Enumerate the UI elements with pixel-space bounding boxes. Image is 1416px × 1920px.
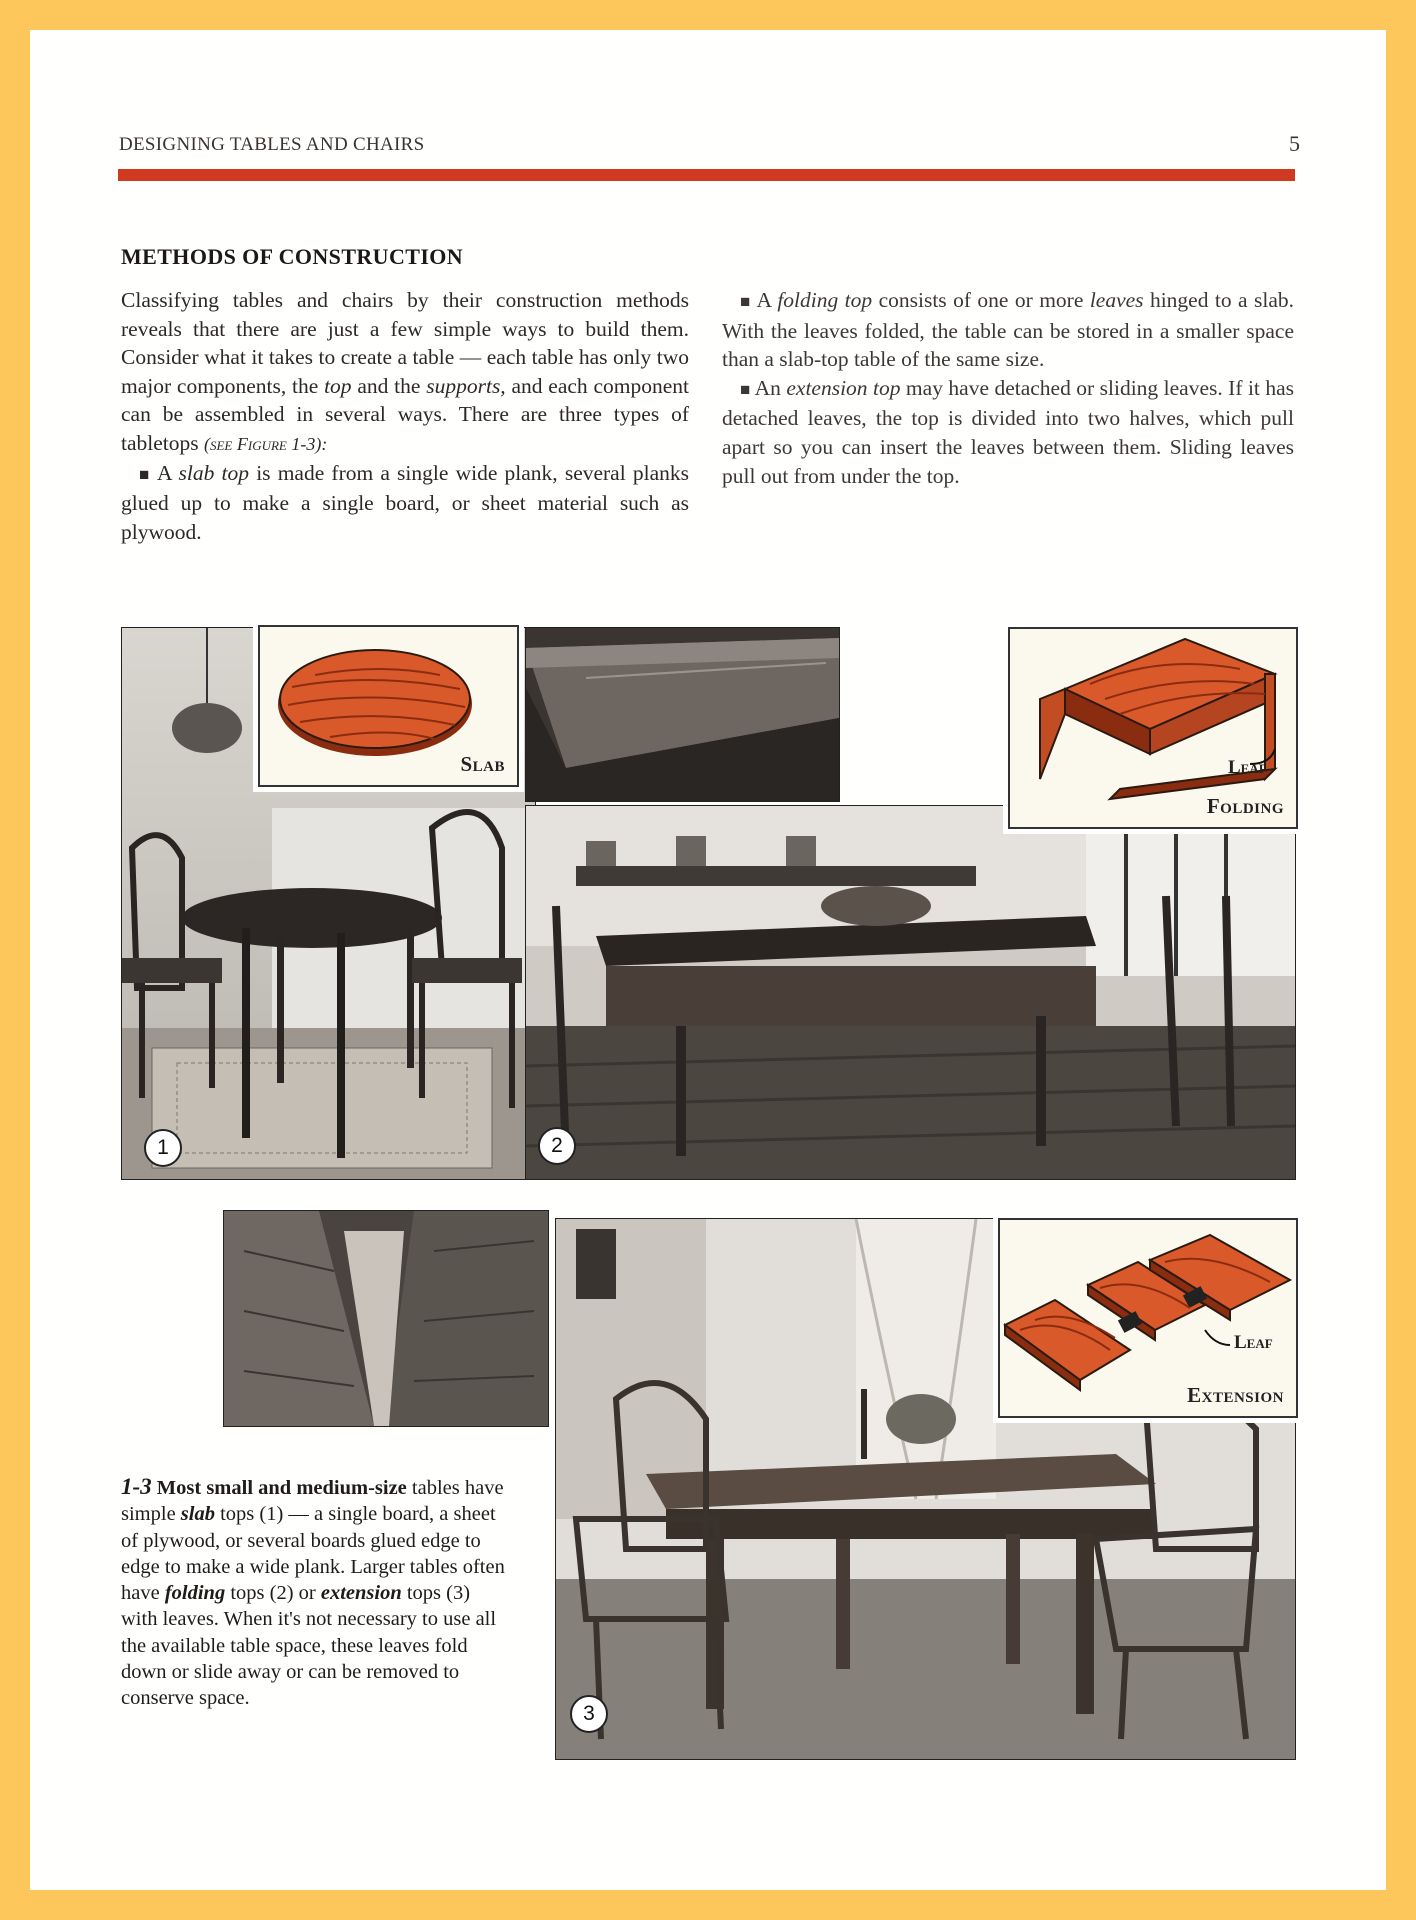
caption-term-folding: folding — [164, 1582, 226, 1605]
fold-text-c: hinged to a slab. With the leaves folded, the table can be stored in a smaller space than a slab-top table of the same size. — [722, 288, 1295, 372]
caption-text-2: tops (1) — a single board, a sheet of plywood, or several boards glued edge to edge to make a wide plank. Larger tables often have — [121, 1503, 505, 1605]
text-column-right — [722, 286, 1294, 490]
extension-leaf-label: Leaf — [1234, 1332, 1273, 1353]
photo-folding-table-image — [526, 806, 1295, 1179]
intro-text-c: and each component can be assembled in several ways. There are three types of tabletops — [121, 373, 690, 455]
slab-text-a: A — [151, 460, 179, 485]
photo-number-2: 2 — [538, 1127, 576, 1165]
photo-folding-detail — [525, 627, 840, 802]
bullet-icon: ■ — [139, 464, 152, 484]
extension-inset — [998, 1218, 1298, 1418]
photo-number-1: 1 — [144, 1129, 182, 1167]
page-number: 5 — [1289, 131, 1300, 156]
slab-text-b: is made from a single wide plank, several planks glued up to make a single board, or sheet material such as plywood. — [121, 460, 689, 544]
book-page — [30, 30, 1386, 1890]
bullet-icon: ■ — [740, 379, 751, 399]
caption-term-extension: extension — [320, 1582, 402, 1605]
photo-number-3: 3 — [570, 1695, 608, 1733]
photo-folding-detail-image — [526, 628, 839, 801]
bullet-icon: ■ — [740, 292, 752, 311]
term-folding-top: folding top — [777, 288, 873, 312]
text-column-left — [121, 286, 689, 546]
intro-text-b: and the — [351, 373, 427, 398]
term-top: top — [324, 373, 352, 398]
slab-paragraph — [121, 459, 689, 547]
extension-paragraph — [722, 374, 1294, 490]
fold-text-a: A — [751, 288, 778, 312]
term-extension-top: extension top — [786, 375, 901, 400]
caption-figure-number: 1-3 — [121, 1474, 152, 1499]
header-rule — [118, 169, 1295, 181]
folding-leaf-label: Leaf — [1228, 757, 1267, 778]
folding-paragraph — [722, 286, 1294, 374]
figure-reference: (see Figure 1-3): — [204, 433, 328, 454]
caption-text-1: tables have simple — [121, 1477, 504, 1526]
caption-text-4: tops (3) with leaves. When it's not necessary to use all the available table space, these leaves fold down or slide away or can be removed to conserve space. — [121, 1582, 497, 1710]
photo-extension-detail — [223, 1210, 549, 1427]
ext-text-a: An — [750, 375, 787, 400]
folding-label: Folding — [1206, 794, 1284, 818]
figure-caption — [121, 1474, 509, 1712]
slab-inset — [258, 625, 519, 787]
extension-label: Extension — [1187, 1383, 1284, 1407]
slab-label: Slab — [460, 752, 505, 776]
photo-extension-detail-image — [224, 1211, 548, 1426]
folding-inset — [1008, 627, 1298, 829]
caption-term-slab: slab — [180, 1503, 215, 1526]
term-supports: supports, — [426, 373, 506, 398]
photo-folding-table — [525, 805, 1296, 1180]
term-leaves: leaves — [1089, 288, 1144, 312]
caption-text-3: tops (2) or — [225, 1582, 321, 1605]
fold-text-b: consists of one or more — [872, 288, 1090, 312]
intro-paragraph — [121, 286, 689, 459]
running-header: DESIGNING TABLES AND CHAIRS — [119, 134, 425, 155]
caption-lead: Most small and medium-size — [151, 1477, 407, 1499]
term-slab-top: slab top — [178, 460, 250, 485]
intro-text-a: Classifying tables and chairs by their construction methods reveals that there are just a few simple ways to build them. Consider what it takes to create a table — each table has only two major components, the — [121, 288, 689, 398]
ext-text-b: may have detached or sliding leaves. If it has detached leaves, the top is divided into two halves, which pull apart so you can insert the leaves between them. Sliding leaves pull out from under the top. — [722, 375, 1295, 488]
section-title: METHODS OF CONSTRUCTION — [121, 244, 464, 269]
